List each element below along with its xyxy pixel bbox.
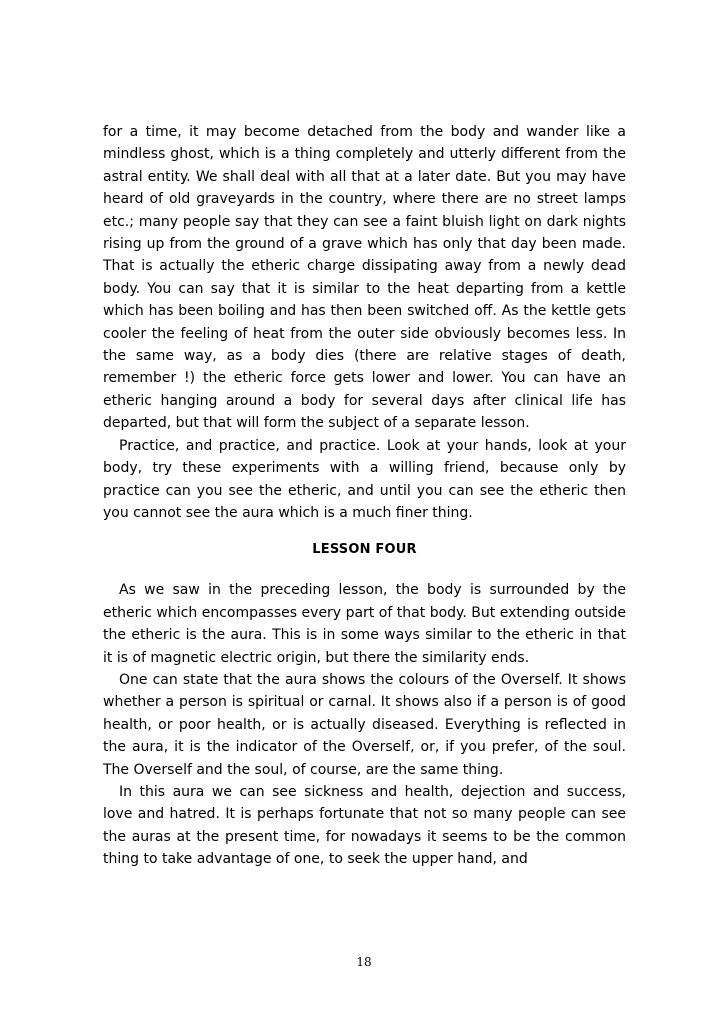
page-number: 18 — [356, 955, 372, 969]
page-body — [103, 121, 626, 871]
paragraph-aura-intro: As we saw in the preceding lesson, the body is surrounded by the etheric which encompasses every part of that body. But extending outside the etheric is the aura. This is in some ways similar to the etheric in that it is of magnetic electric origin, but there the similarity ends. — [103, 582, 626, 666]
paragraph-aura-overself: One can state that the aura shows the colours of the Overself. It shows whether a person is spiritual or carnal. It shows also if a person is of good health, or poor health, or is actually diseased. Everything is reflected in the aura, it is the indicator of the Overself, or, if you prefer, of the soul. The Overself and the soul, of course, are the same thing. — [103, 671, 626, 778]
lesson-heading: LESSON FOUR — [312, 542, 417, 558]
paragraph-aura-sickness: In this aura we can see sickness and health, dejection and success, love and hatred. It is perhaps fortunate that not so many people can see the auras at the present time, for nowadays it seems to be the common thing to take advantage of one, to seek the upper hand, and — [103, 783, 626, 868]
paragraph-etheric-charge: for a time, it may become detached from the body and wander like a mindless ghost, which is a thing completely and utterly different from the astral entity. We shall deal with all that at a later date. But you may have heard of old graveyards in the country, where there are no street lamps etc.; many people say that they can see a faint bluish light on dark nights rising up from the ground of a grave which has only that day been made. That is actually the etheric charge dissipating away from a newly dead body. You can say that it is similar to the heat departing from a kettle which has been boiling and has then been switched off. As the kettle gets cooler the feeling of heat from the outer side obviously becomes less. In the same way, as a body dies (there are relative stages of death, remember !) the etheric force gets lower and lower. You can have an etheric hanging around a body for several days after clinical life has departed, but that will form the subject of a separate lesson. — [103, 124, 626, 432]
paragraph-practice: Practice, and practice, and practice. Look at your hands, look at your body, try these experiments with a willing friend, because only by practice can you see the etheric, and until you can see the etheric then you cannot see the aura which is a much finer thing. — [103, 437, 626, 521]
